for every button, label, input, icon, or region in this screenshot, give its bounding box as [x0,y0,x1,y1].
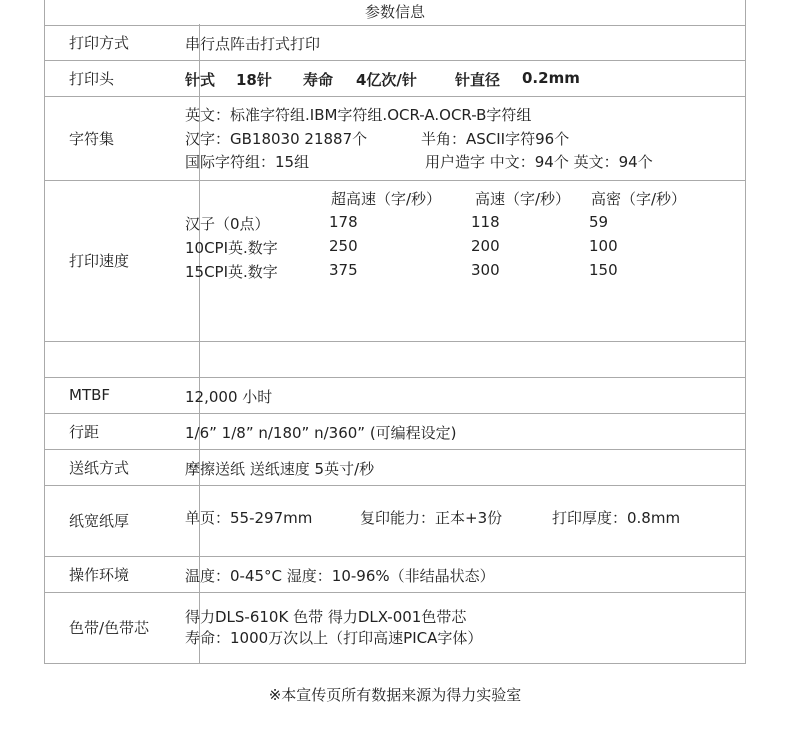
row-value [176,485,745,556]
speed-cell: 150 [589,261,618,279]
table-row [44,413,746,450]
row-value [176,449,745,485]
table-row [44,24,746,61]
print-method-value: 串行点阵击打式打印 [185,35,321,53]
head-pins: 18针 [236,71,272,89]
charset-user-defined: 用户造字 中文：94个 英文：94个 [425,153,653,171]
row-value [176,377,745,413]
table-row [44,592,746,664]
speed-cell: 200 [471,237,500,255]
copy-capacity: 复印能力：正本+3份 [360,509,503,527]
row-label: 打印速度 [45,180,200,341]
head-type: 针式 [185,71,216,89]
speed-cell: 118 [471,213,500,231]
speed-row-label: 汉子（0点） [185,215,270,233]
row-label: 打印头 [45,60,200,96]
mtbf-value: 12,000 小时 [185,388,273,406]
row-value [176,413,745,449]
row-value [176,60,745,96]
row-label: 色带/色带芯 [45,592,200,663]
row-label: 字符集 [45,96,200,180]
table-row [44,96,746,181]
head-life-value: 4亿次/针 [356,71,417,89]
ribbon-life: 寿命：1000万次以上（打印高速PICA字体） [185,629,483,647]
pin-diameter-value: 0.2mm [522,69,580,87]
row-value [176,341,745,377]
paper-feed-value: 摩擦送纸 送纸速度 5英寸/秒 [185,460,375,478]
row-label: 送纸方式 [45,449,200,485]
print-thickness: 打印厚度：0.8mm [552,509,681,527]
speed-row-label: 10CPI英.数字 [185,239,278,257]
speed-header-ultra: 超高速（字/秒） [331,190,442,208]
table-row [44,180,746,342]
row-label: MTBF [45,377,200,413]
charset-chinese: 汉字：GB18030 21887个 [185,130,368,148]
speed-cell: 375 [329,261,358,279]
charset-halfwidth: 半角：ASCII字符96个 [421,130,570,148]
speed-cell: 178 [329,213,358,231]
table-header-title: 参数信息 [364,3,425,21]
charset-english: 英文：标准字符组.IBM字符组.OCR-A.OCR-B字符组 [185,106,532,124]
table-row [44,377,746,414]
table-row [44,449,746,486]
speed-header-dense: 高密（字/秒） [591,190,687,208]
speed-header-high: 高速（字/秒） [475,190,571,208]
table-row-empty [44,341,746,378]
speed-cell: 300 [471,261,500,279]
speed-table [176,180,745,341]
row-label: 行距 [45,413,200,449]
table-row [44,556,746,593]
speed-cell: 59 [589,213,609,231]
ribbon-models: 得力DLS-610K 色带 得力DLX-001色带芯 [185,608,467,626]
row-label: 纸宽纸厚 [45,485,200,556]
table-row [44,60,746,97]
pin-diameter-label: 针直径 [455,71,501,89]
row-value [176,592,745,663]
table-row [44,485,746,557]
charset-international: 国际字符组：15组 [185,153,310,171]
table-header [44,0,746,26]
speed-cell: 100 [589,237,618,255]
speed-cell: 250 [329,237,358,255]
speed-row-label: 15CPI英.数字 [185,263,278,281]
head-life-label: 寿命 [303,71,334,89]
row-value [176,96,745,180]
line-spacing-value: 1/6” 1/8” n/180” n/360” (可编程设定) [185,424,457,442]
environment-value: 温度：0-45°C 湿度：10-96%（非结晶状态） [185,567,495,585]
row-value [176,556,745,592]
row-value [176,24,745,60]
footer-note: ※本宣传页所有数据来源为得力实验室 [268,686,522,704]
paper-width: 单页：55-297mm [185,509,313,527]
row-label: 打印方式 [45,24,200,60]
row-label: 操作环境 [45,556,200,592]
